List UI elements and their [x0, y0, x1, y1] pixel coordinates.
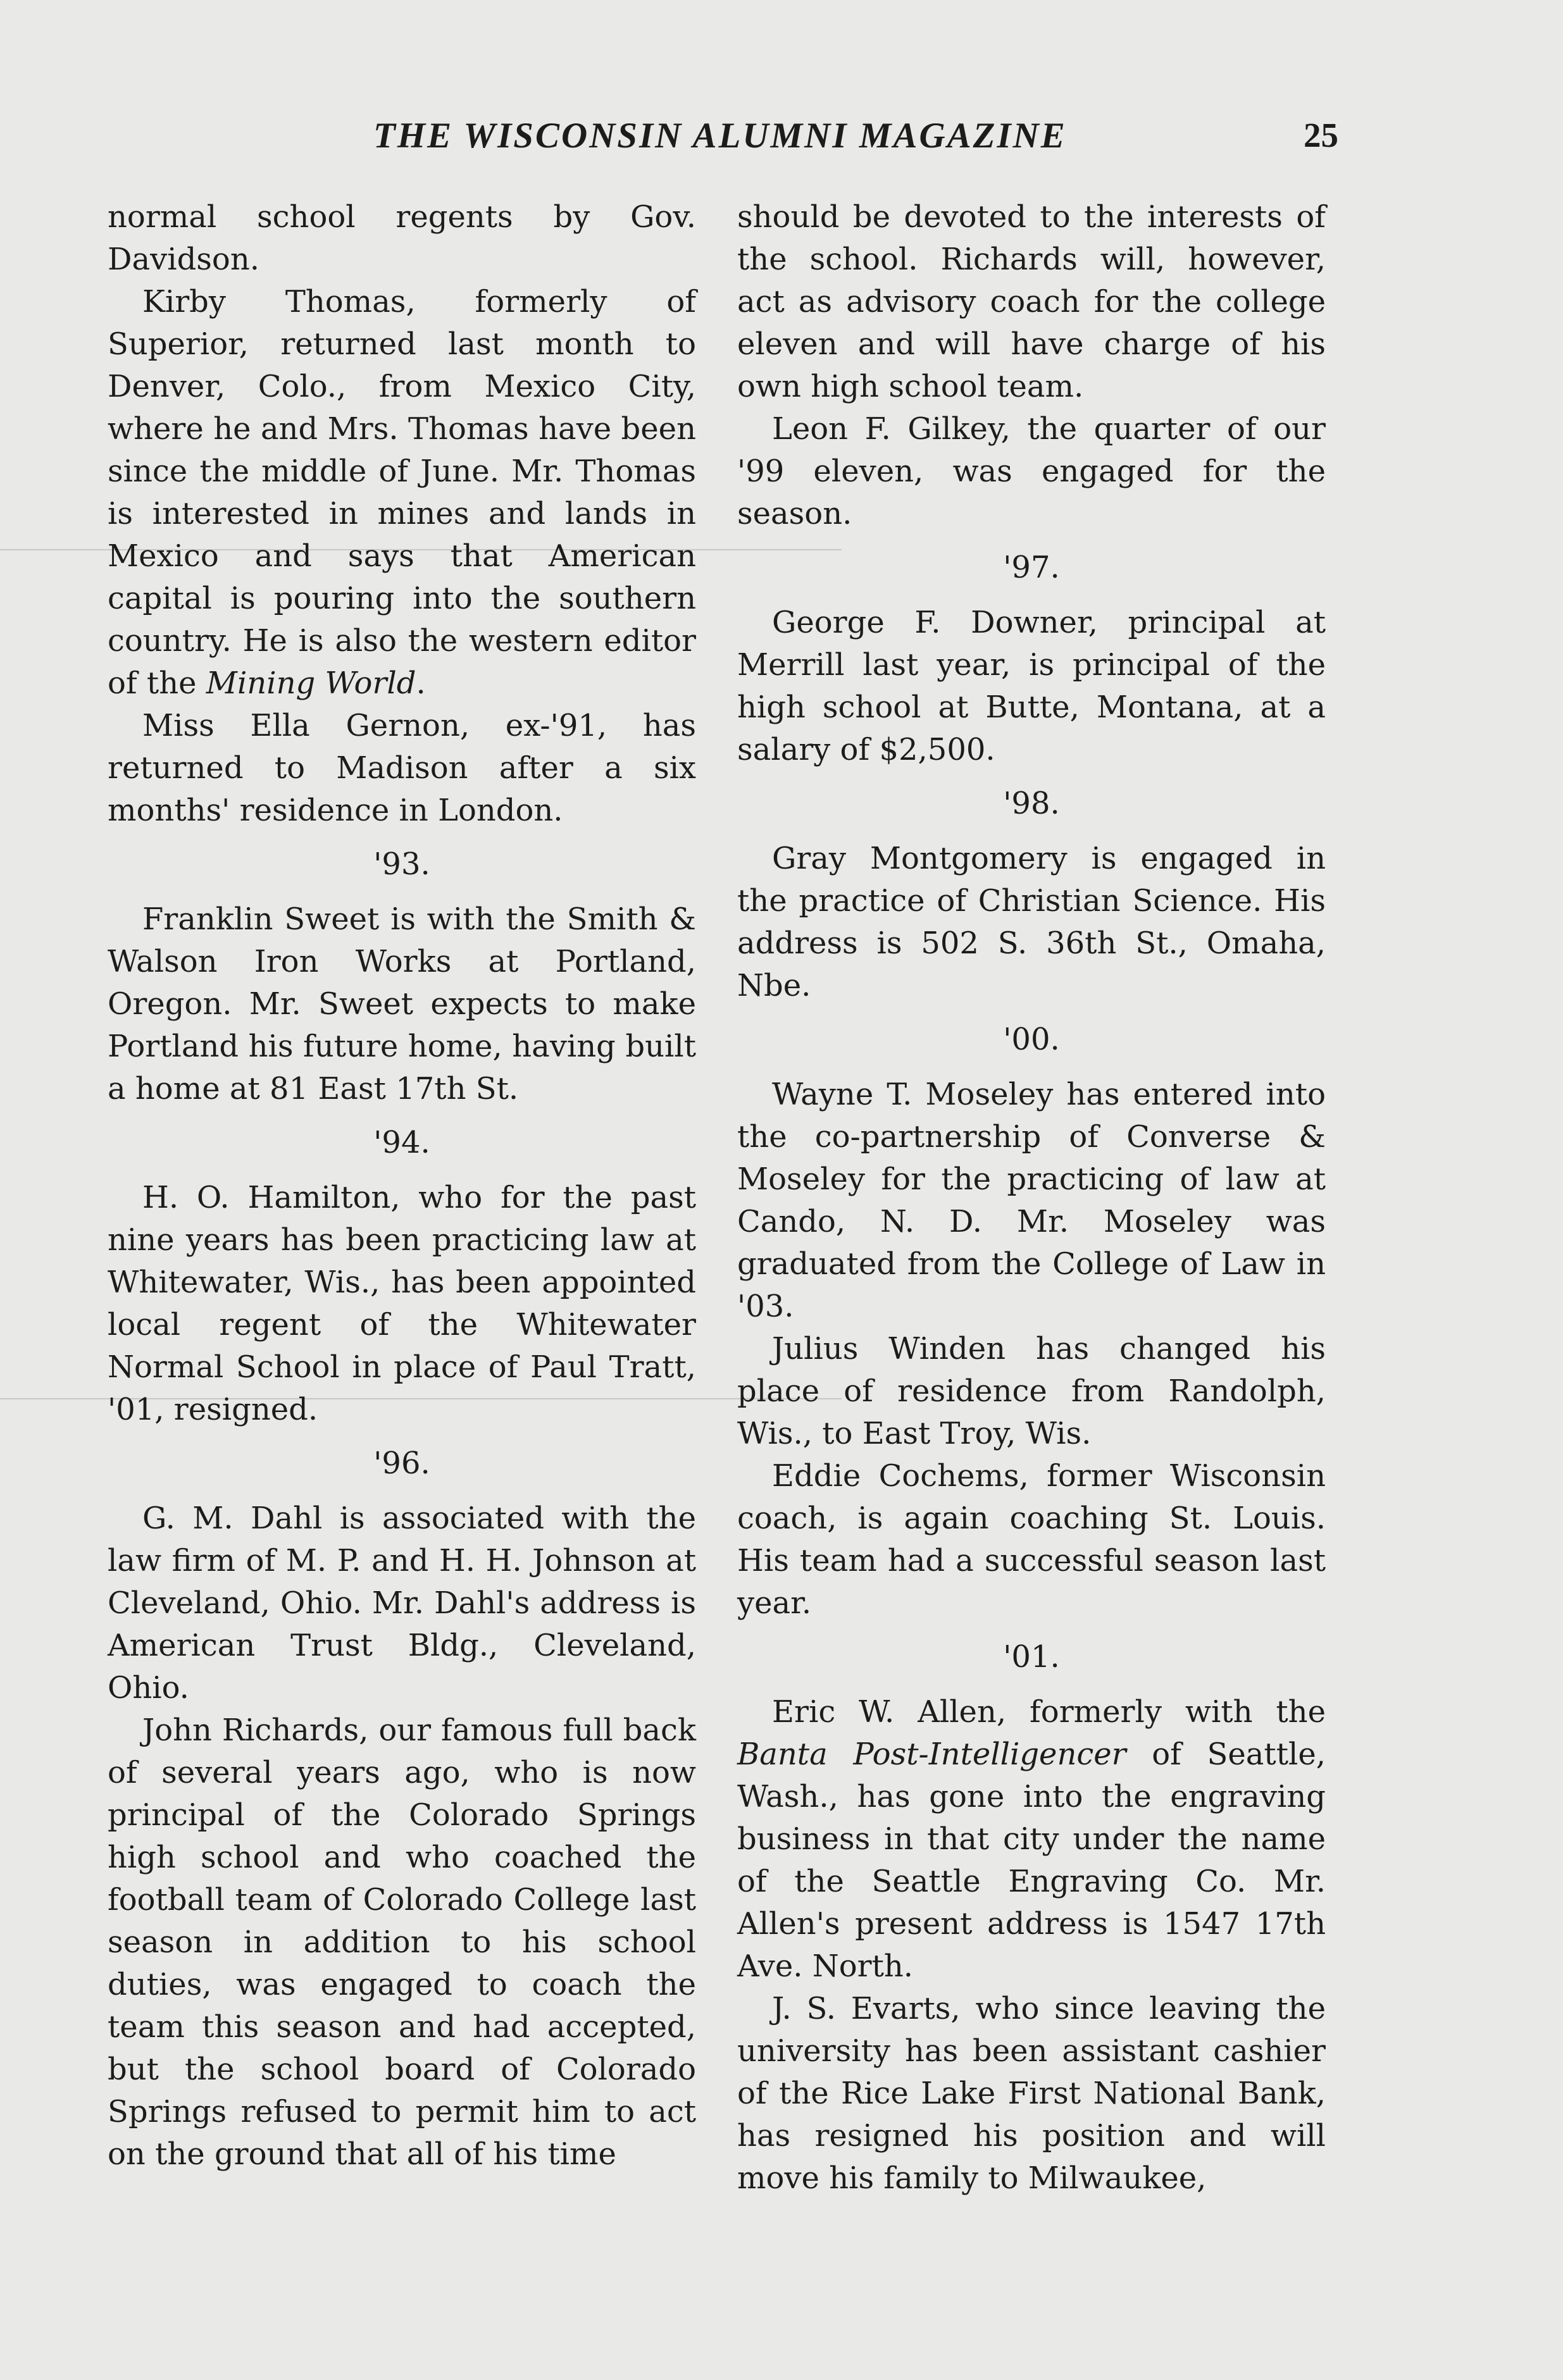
- class-year-heading: [737, 1636, 1326, 1678]
- news-paragraph: [737, 1988, 1326, 2200]
- paragraph-text: Eric W. Allen, formerly with the: [772, 1694, 1326, 1730]
- news-paragraph: [737, 408, 1326, 535]
- class-year-heading: [737, 1019, 1326, 1061]
- news-paragraph: [108, 1709, 696, 2176]
- class-year-heading: [108, 1122, 696, 1164]
- news-paragraph: [737, 602, 1326, 771]
- paragraph-text: John Richards, our famous full back of several years ago, who is now principal of the Colorado Springs high school and who coached the football team of Colorado College last season in addition to his school duties, was engaged to coach the team this season and had accepted, but the school board of Colorado Springs refused to permit him to act on the ground that all of his time: [108, 1713, 696, 2172]
- paragraph-text: Leon F. Gilkey, the quarter of our '99 eleven, was engaged for the season.: [737, 411, 1326, 531]
- paragraph-text: G. M. Dahl is associated with the law firm of M. P. and H. H. Johnson at Cleveland, Ohio. Mr. Dahl's address is American Trust Bldg., Cleveland, Ohio.: [108, 1501, 696, 1706]
- paragraph-text: should be devoted to the interests of the school. Richards will, however, act as advisory coach for the college eleven and will have charge of his own high school team.: [737, 199, 1326, 404]
- paragraph-text: Franklin Sweet is with the Smith & Walson Iron Works at Portland, Oregon. Mr. Sweet expects to make Portland his future home, having built a home at 81 East 17th St.: [108, 902, 696, 1106]
- page-number: 25: [1304, 116, 1338, 154]
- continued-paragraph: [737, 196, 1326, 408]
- paragraph-text: normal school regents by Gov. Davidson.: [108, 199, 696, 277]
- news-paragraph: [108, 1497, 696, 1709]
- paragraph-text: Julius Winden has changed his place of residence from Randolph, Wis., to East Troy, Wis.: [737, 1331, 1326, 1451]
- paragraph-text: '98.: [1003, 786, 1060, 821]
- publication-name: Mining World: [206, 666, 416, 701]
- paragraph-text: '96.: [373, 1446, 430, 1481]
- news-paragraph: [108, 705, 696, 832]
- news-paragraph: [737, 838, 1326, 1007]
- paragraph-text: Miss Ella Gernon, ex-'91, has returned to Madison after a six months' residence in London.: [108, 708, 696, 828]
- paragraph-text: J. S. Evarts, who since leaving the university has been assistant cashier of the Rice Lake First National Bank, has resigned his position and will move his family to Milwaukee,: [737, 1991, 1326, 2196]
- class-year-heading: [737, 783, 1326, 825]
- left-column: [108, 196, 696, 2176]
- paragraph-text: George F. Downer, principal at Merrill last year, is principal of the high school at Butte, Montana, at a salary of $2,500.: [737, 605, 1326, 767]
- paragraph-text: H. O. Hamilton, who for the past nine years has been practicing law at Whitewater, Wis., has been appointed local regent of the Whitewater Normal School in place of Paul Tratt, '01, resigned.: [108, 1180, 696, 1427]
- paragraph-text: '00.: [1003, 1022, 1060, 1057]
- paragraph-text: Gray Montgomery is engaged in the practice of Christian Science. His address is 502 S. 36th St., Omaha, Nbe.: [737, 841, 1326, 1003]
- paragraph-text-tail: .: [416, 666, 426, 701]
- class-year-heading: [108, 1442, 696, 1485]
- news-paragraph: [108, 898, 696, 1110]
- paragraph-text-tail: of Seattle, Wash., has gone into the engraving business in that city under the name of the Seattle Engraving Co. Mr. Allen's present address is 1547 17th Ave. North.: [737, 1737, 1326, 1984]
- page-header: [0, 115, 1563, 166]
- right-column: [737, 196, 1326, 2200]
- publication-name: Banta Post-Intelligencer: [737, 1737, 1126, 1772]
- class-year-heading: [108, 843, 696, 886]
- paragraph-text: '97.: [1003, 550, 1060, 585]
- paragraph-text: '94.: [373, 1125, 430, 1160]
- news-paragraph: [108, 1177, 696, 1431]
- news-paragraph: [737, 1691, 1326, 1988]
- class-year-heading: [737, 547, 1326, 589]
- news-paragraph: [108, 281, 696, 705]
- paragraph-text: '93.: [373, 846, 430, 882]
- news-paragraph: [737, 1455, 1326, 1625]
- paragraph-text: Wayne T. Moseley has entered into the co-partnership of Converse & Moseley for the practicing of law at Cando, N. D. Mr. Moseley was graduated from the College of Law in '03.: [737, 1077, 1326, 1324]
- continued-paragraph: [108, 196, 696, 281]
- news-paragraph: [737, 1074, 1326, 1328]
- news-paragraph: [737, 1328, 1326, 1455]
- paragraph-text: Eddie Cochems, former Wisconsin coach, is again coaching St. Louis. His team had a successful season last year.: [737, 1458, 1326, 1621]
- running-title: THE WISCONSIN ALUMNI MAGAZINE: [373, 116, 1067, 156]
- paragraph-text: '01.: [1003, 1639, 1060, 1675]
- paragraph-text: Kirby Thomas, formerly of Superior, returned last month to Denver, Colo., from Mexico City, where he and Mrs. Thomas have been since the middle of June. Mr. Thomas is interested in mines and lands in Mexico and says that American capital is pouring into the southern country. He is also the western editor of the: [108, 284, 696, 701]
